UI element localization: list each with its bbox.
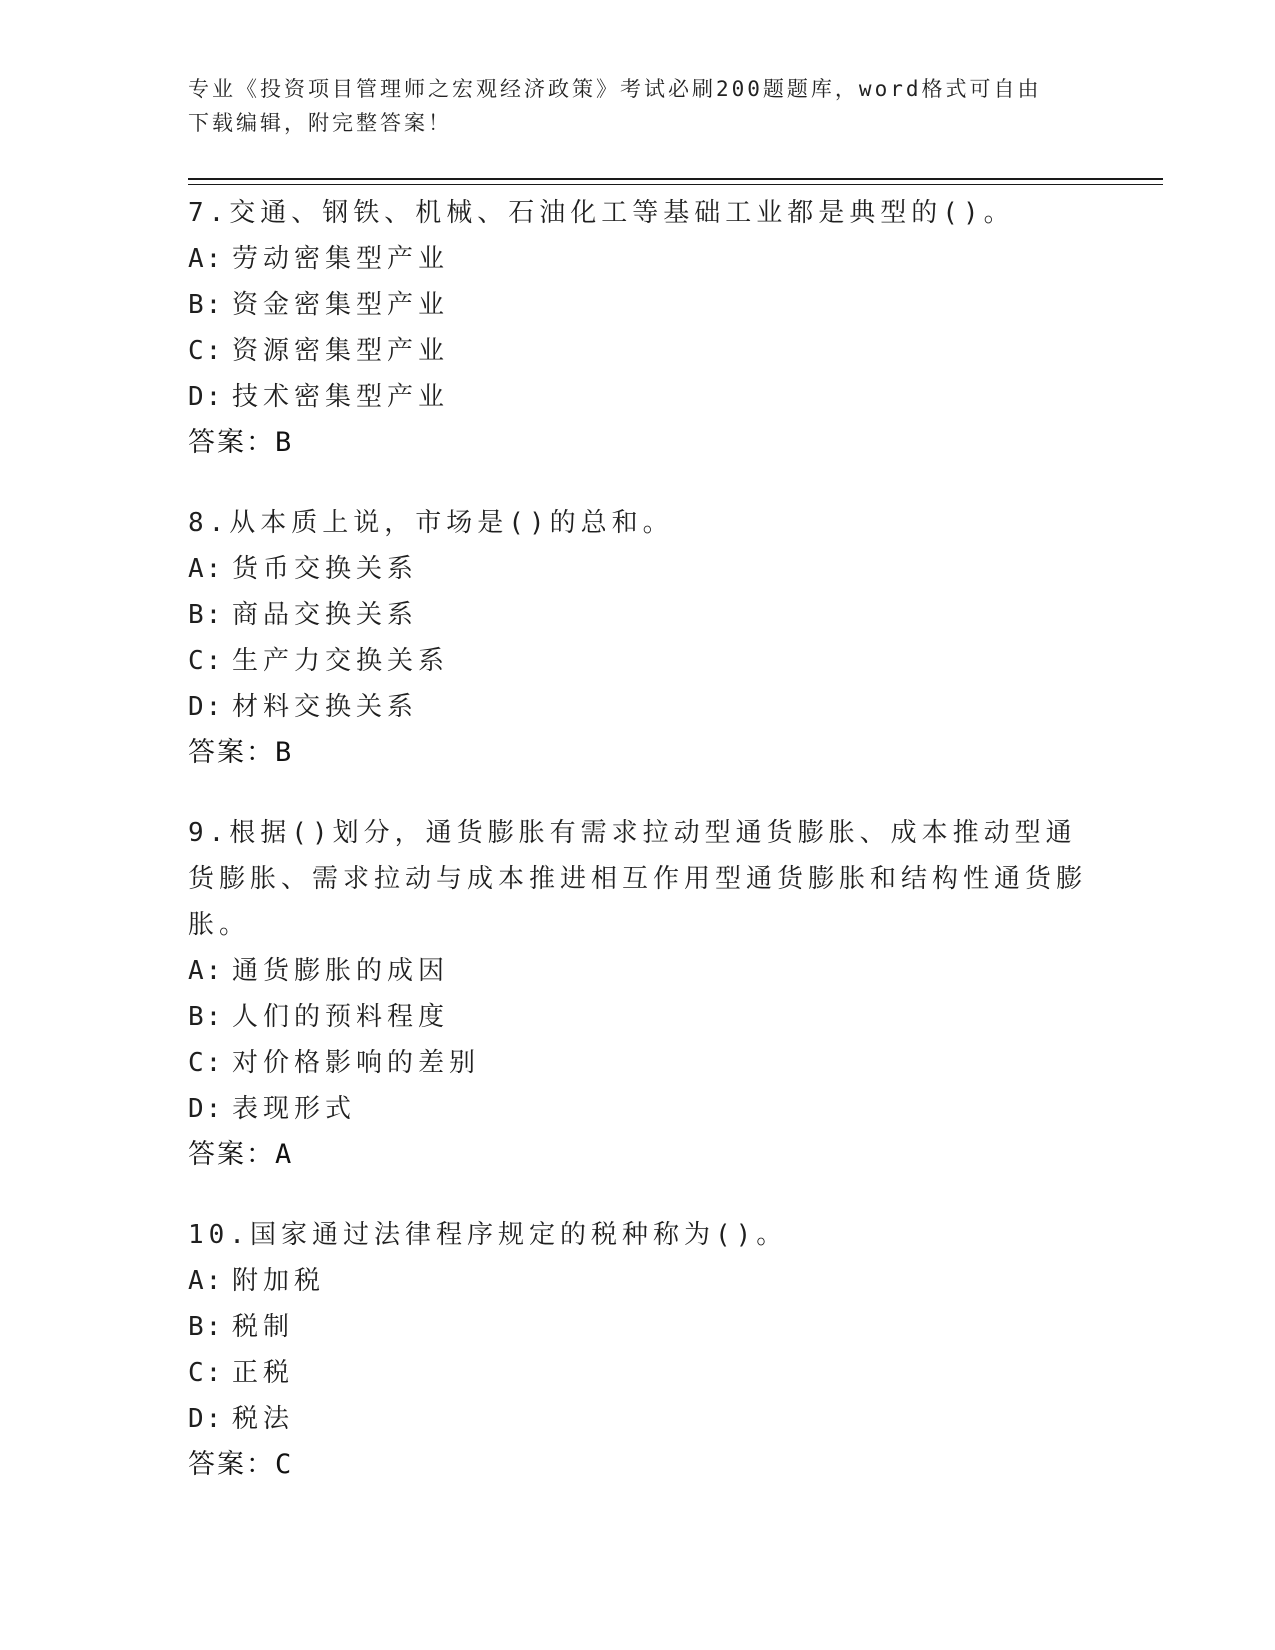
header-rule-thick bbox=[188, 178, 1163, 180]
question-list bbox=[188, 190, 1088, 1522]
answer-label: 答案： bbox=[188, 1139, 275, 1170]
option-text: 技术密集型产业 bbox=[232, 382, 450, 412]
answer-line bbox=[188, 1442, 1088, 1488]
option-letter: B: bbox=[188, 290, 224, 320]
option-c bbox=[188, 1040, 1088, 1086]
answer-line bbox=[188, 420, 1088, 466]
option-c bbox=[188, 328, 1088, 374]
document-header bbox=[188, 72, 1068, 140]
question-9 bbox=[188, 810, 1088, 1178]
header-rule-thin bbox=[188, 184, 1163, 185]
option-d bbox=[188, 684, 1088, 730]
answer-value: B bbox=[275, 427, 292, 458]
header-line-1: 专业《投资项目管理师之宏观经济政策》考试必刷200题题库，word格式可自由 bbox=[188, 77, 1042, 101]
question-10 bbox=[188, 1212, 1088, 1488]
option-letter: D: bbox=[188, 382, 224, 412]
answer-value: B bbox=[275, 737, 292, 768]
question-text: 8.从本质上说，市场是()的总和。 bbox=[188, 508, 674, 538]
option-letter: A: bbox=[188, 956, 224, 986]
answer-line bbox=[188, 1132, 1088, 1178]
option-b bbox=[188, 994, 1088, 1040]
answer-label: 答案： bbox=[188, 427, 275, 458]
option-text: 资金密集型产业 bbox=[232, 290, 450, 320]
option-d bbox=[188, 1396, 1088, 1442]
answer-line bbox=[188, 730, 1088, 776]
option-d bbox=[188, 1086, 1088, 1132]
question-text: 9.根据()划分，通货膨胀有需求拉动型通货膨胀、成本推动型通货膨胀、需求拉动与成本推进相互作用型通货膨胀和结构性通货膨胀。 bbox=[188, 818, 1088, 940]
option-c bbox=[188, 638, 1088, 684]
question-text: 7.交通、钢铁、机械、石油化工等基础工业都是典型的()。 bbox=[188, 198, 1015, 228]
option-a bbox=[188, 948, 1088, 994]
option-a bbox=[188, 1258, 1088, 1304]
option-text: 税制 bbox=[232, 1312, 295, 1342]
answer-label: 答案： bbox=[188, 737, 275, 768]
option-letter: D: bbox=[188, 692, 224, 722]
option-text: 附加税 bbox=[232, 1266, 326, 1296]
option-text: 货币交换关系 bbox=[232, 554, 419, 584]
option-letter: B: bbox=[188, 1002, 224, 1032]
option-text: 对价格影响的差别 bbox=[232, 1048, 481, 1078]
option-letter: C: bbox=[188, 646, 224, 676]
header-line-2: 下载编辑，附完整答案！ bbox=[188, 111, 452, 135]
option-a bbox=[188, 236, 1088, 282]
option-letter: D: bbox=[188, 1094, 224, 1124]
option-letter: A: bbox=[188, 554, 224, 584]
option-text: 表现形式 bbox=[232, 1094, 357, 1124]
option-text: 材料交换关系 bbox=[232, 692, 419, 722]
option-letter: C: bbox=[188, 336, 224, 366]
option-text: 通货膨胀的成因 bbox=[232, 956, 450, 986]
option-letter: C: bbox=[188, 1358, 224, 1388]
option-text: 正税 bbox=[232, 1358, 295, 1388]
option-b bbox=[188, 592, 1088, 638]
answer-label: 答案： bbox=[188, 1449, 275, 1480]
option-letter: A: bbox=[188, 1266, 224, 1296]
option-b bbox=[188, 1304, 1088, 1350]
option-text: 税法 bbox=[232, 1404, 295, 1434]
question-7 bbox=[188, 190, 1088, 466]
option-letter: D: bbox=[188, 1404, 224, 1434]
option-text: 资源密集型产业 bbox=[232, 336, 450, 366]
option-c bbox=[188, 1350, 1088, 1396]
option-d bbox=[188, 374, 1088, 420]
question-8 bbox=[188, 500, 1088, 776]
answer-value: C bbox=[275, 1449, 292, 1480]
option-b bbox=[188, 282, 1088, 328]
option-text: 生产力交换关系 bbox=[232, 646, 450, 676]
option-text: 商品交换关系 bbox=[232, 600, 419, 630]
option-text: 人们的预料程度 bbox=[232, 1002, 450, 1032]
option-letter: B: bbox=[188, 1312, 224, 1342]
option-a bbox=[188, 546, 1088, 592]
option-letter: A: bbox=[188, 244, 224, 274]
option-letter: C: bbox=[188, 1048, 224, 1078]
option-text: 劳动密集型产业 bbox=[232, 244, 450, 274]
option-letter: B: bbox=[188, 600, 224, 630]
question-text: 10.国家通过法律程序规定的税种称为()。 bbox=[188, 1220, 788, 1250]
answer-value: A bbox=[275, 1139, 292, 1170]
